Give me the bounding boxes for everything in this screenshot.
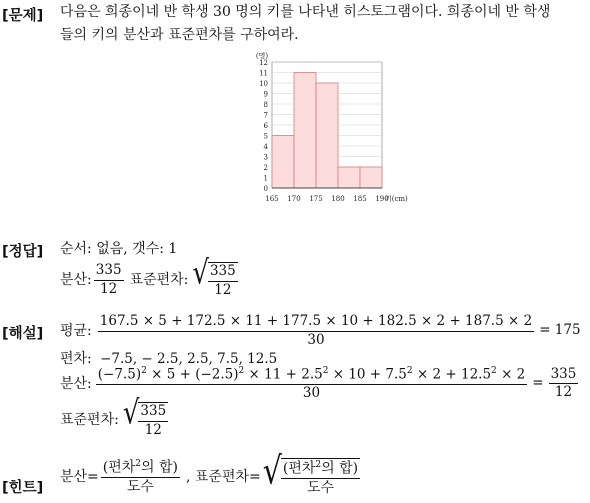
hint-term: 의 합) [141,459,178,476]
hint-row [60,449,360,496]
hint-sd-under [281,458,360,496]
hint-term: 의 합) [321,460,359,477]
hint-variance-label: 분산= [60,468,99,485]
solution-variance-den: 30 [302,385,321,402]
square: 2 [406,366,413,376]
histogram-bar [338,167,360,188]
y-tick-label: 11 [259,69,268,78]
solution-variance-label: 분산: [60,375,92,392]
solution-mean-row [60,314,581,348]
solution-mean-fraction [98,314,534,348]
solution-mean-result: = 175 [539,322,581,339]
sqrt-symbol: √ [192,254,209,293]
histogram-bar [360,167,382,188]
solution-sd-under [138,402,168,438]
hint-sd-sqrt [262,449,360,496]
solution-sd-num: 335 [138,404,168,422]
hint-sd-num [281,460,360,479]
histogram-bar [294,73,316,189]
x-tick-label: 165 [265,195,279,203]
answer-tag: [정답] [2,244,44,260]
answer-sd-den: 12 [214,281,232,298]
problem-tag: [문제] [2,8,44,24]
y-tick-label: 2 [263,164,268,172]
y-tick-label: 9 [263,90,268,99]
answer-variance-num: 335 [94,263,124,281]
sqrt-symbol: √ [122,394,140,433]
y-tick-label: 7 [263,111,268,120]
y-tick-label: 0 [263,185,268,193]
answer-variance-label: 분산: [60,272,92,289]
solution-sd-sqrt [122,394,168,438]
solution-sd-row [60,394,168,438]
solution-variance-fraction [96,366,528,402]
solution-sd-den: 12 [144,421,162,438]
solution-variance-result-num: 335 [549,367,579,385]
square: 2 [238,366,245,376]
x-tick-label: 190 [375,195,389,203]
x-tick-label: 185 [353,195,367,203]
y-tick-label: 8 [263,101,268,109]
square: 2 [315,460,322,470]
x-axis-label: 키(cm) [385,195,408,203]
square: 2 [491,366,497,376]
x-tick-label: 180 [331,195,345,203]
y-tick-label: 6 [263,122,268,130]
var-term: × 2 + 12.5 [412,366,492,383]
var-term: (−7.5) [97,366,142,383]
solution-variance-result-den: 12 [554,384,573,401]
histogram-bar [272,136,294,189]
answer-sd-sqrt [192,254,237,298]
x-tick-label: 175 [309,195,323,203]
y-tick-label: 5 [263,132,268,141]
hint-term: (편차 [102,459,136,476]
y-tick-label: 10 [259,80,268,88]
square: 2 [322,366,329,376]
y-tick-label: 3 [263,153,268,162]
solution-dev-values: −7.5, − 2.5, 2.5, 7.5, 12.5 [100,351,278,367]
solution-dev-row [60,352,277,367]
var-term: × 11 + 2.5 [244,366,323,383]
histogram-chart [240,46,410,212]
solution-mean-num: 167.5 × 5 + 172.5 × 11 + 177.5 × 10 + 182.5 × 2 + 187.5 × 2 [98,314,534,332]
y-tick-label: 1 [263,174,268,183]
square: 2 [141,366,147,376]
answer-line1: 순서: 없음, 갯수: 1 [60,241,178,257]
solution-sd-fraction [138,404,168,438]
square: 2 [135,459,142,469]
var-term: × 2 [496,366,526,383]
problem-text-line1: 다음은 희종이네 반 학생 30 명의 키를 나타낸 히스토그램이다. 희종이네 반 학생 [60,4,551,20]
hint-sd-den: 도수 [306,479,334,496]
solution-dev-label: 편차: [60,351,92,367]
y-tick-label: 4 [263,143,268,151]
x-tick-label: 170 [287,195,301,203]
histogram-bar [316,83,338,188]
var-term: × 5 + (−2.5) [146,366,239,383]
answer-sd-num: 335 [208,264,238,282]
solution-mean-label: 평균: [60,323,92,340]
solution-variance-result [549,367,579,401]
hint-variance-fraction [101,459,180,495]
answer-sd-fraction [208,264,238,298]
answer-variance-fraction [94,263,124,297]
answer-variance-row [60,254,238,298]
sqrt-symbol: √ [262,449,282,494]
hint-sd-fraction [281,460,360,496]
answer-sd-label: 표준편차: [129,272,189,289]
hint-separator: , 표준편차= [186,468,261,485]
solution-variance-eq: = [532,375,544,392]
var-term: × 10 + 7.5 [328,366,407,383]
solution-tag: [해설] [2,326,44,342]
solution-mean-den: 30 [307,331,325,348]
solution-sd-label: 표준편차: [60,412,119,429]
y-axis-label: (명) [255,52,269,60]
hint-variance-den: 도수 [126,478,154,495]
answer-sd-under [208,262,238,298]
hint-variance-num [101,459,180,478]
hint-term: (편차 [282,460,316,477]
answer-variance-den: 12 [100,280,118,297]
hint-tag: [힌트] [2,480,44,496]
solution-variance-num [96,366,528,385]
problem-text-line2: 들의 키의 분산과 표준편차를 구하여라. [60,27,299,43]
y-tick-label: 12 [259,59,268,67]
